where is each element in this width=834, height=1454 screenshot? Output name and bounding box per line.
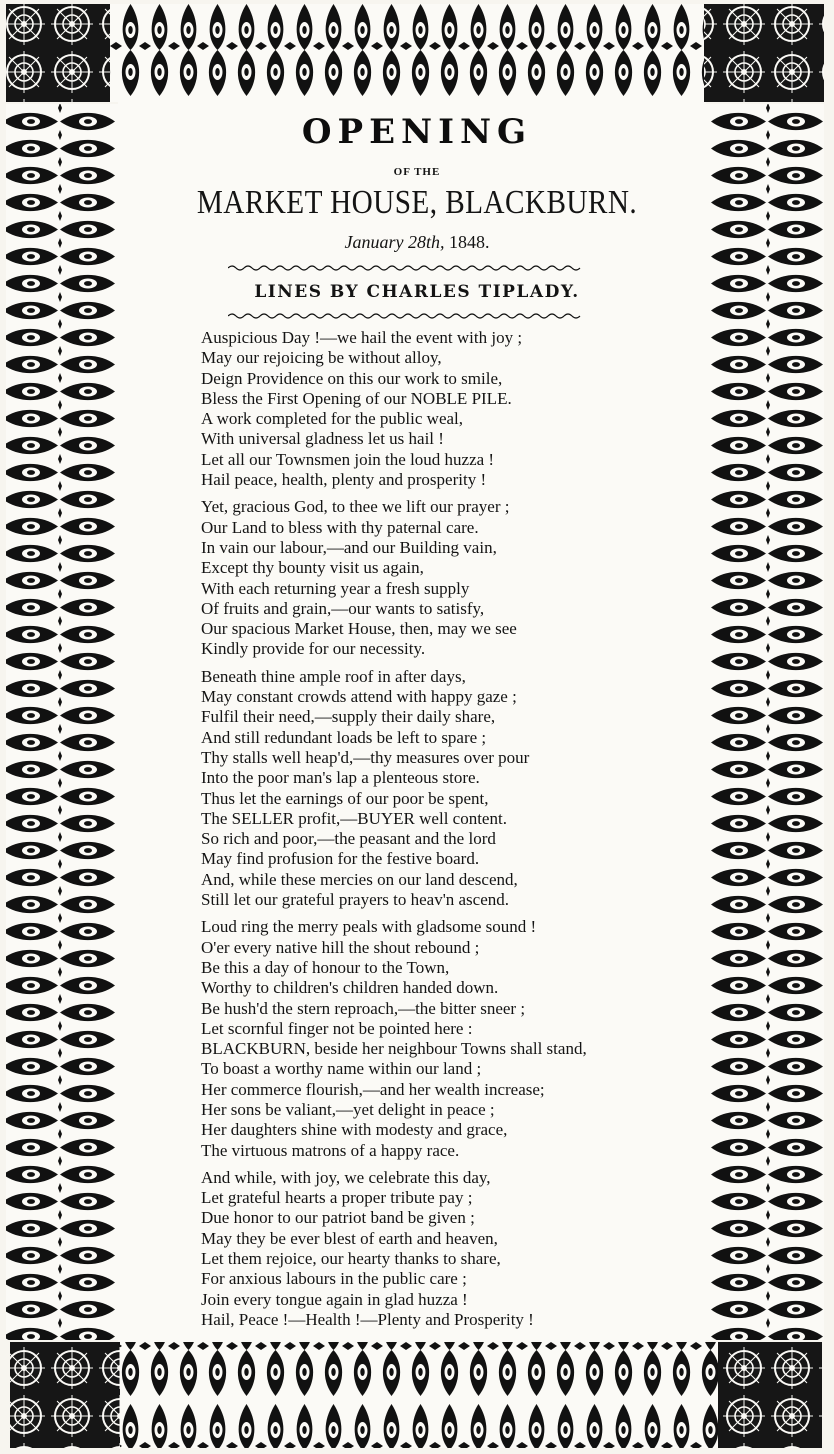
- poem-line: May constant crowds attend with happy gaze ;: [201, 687, 517, 707]
- poem-line: Into the poor man's lap a plenteous store.: [201, 768, 480, 788]
- poem-line: Be hush'd the stern reproach,—the bitter sneer ;: [201, 998, 526, 1018]
- poem-line: Be this a day of honour to the Town,: [201, 957, 450, 977]
- poem-line: O'er every native hill the shout rebound ;: [201, 937, 480, 957]
- poem-line: Hail peace, health, plenty and prosperity !: [201, 470, 487, 490]
- poem-line: Hail, Peace !—Health !—Plenty and Prosperity !: [201, 1309, 534, 1329]
- poem-line: So rich and poor,—the peasant and the lord: [201, 829, 496, 849]
- poem-line: Her sons be valiant,—yet delight in peace ;: [201, 1099, 495, 1119]
- stanza-5: [201, 1168, 681, 1330]
- poem-line: Kindly provide for our necessity.: [201, 639, 426, 659]
- poem-line: Auspicious Day !—we hail the event with joy ;: [201, 328, 523, 347]
- poem-line: Bless the First Opening of our NOBLE PILE.: [201, 388, 512, 408]
- date-year: 1848.: [448, 232, 490, 252]
- poem-line: May they be ever blest of earth and heaven,: [201, 1228, 498, 1248]
- date-line: [0, 232, 834, 253]
- poem-line: Except thy bounty visit us again,: [201, 558, 424, 578]
- poem-line: Thus let the earnings of our poor be spent,: [201, 788, 489, 808]
- poem-line: With universal gladness let us hail !: [201, 429, 444, 449]
- poem-line: In vain our labour,—and our Building vain,: [201, 537, 497, 557]
- poem-line: Thy stalls well heap'd,—thy measures over pour: [201, 747, 530, 767]
- stanza-1: [201, 328, 681, 490]
- date-day: January 28th,: [344, 232, 445, 252]
- place-heading: MARKET HOUSE, BLACKBURN.: [196, 184, 638, 221]
- poem-line: And while, with joy, we celebrate this day,: [201, 1167, 491, 1187]
- poem-line: BLACKBURN, beside her neighbour Towns shall stand,: [201, 1039, 587, 1059]
- poem-line: Her daughters shine with modesty and grace,: [201, 1120, 508, 1140]
- poem-line: Deign Providence on this our work to smile,: [201, 368, 503, 388]
- author-byline: LINES BY CHARLES TIPLADY.: [254, 282, 580, 302]
- of-the-label: OF THE: [393, 166, 441, 178]
- poem-line: With each returning year a fresh supply: [201, 578, 470, 598]
- page-title: OPENING: [301, 112, 533, 152]
- poem-line: And still redundant loads be left to spare ;: [201, 727, 487, 747]
- poem-body: [201, 328, 681, 1337]
- poem-line: Fulfil their need,—supply their daily share,: [201, 707, 496, 727]
- poem-line: Let them rejoice, our hearty thanks to share,: [201, 1249, 501, 1269]
- poem-line: And, while these mercies on our land descend,: [201, 869, 518, 889]
- poem-line: Our Land to bless with thy paternal care.: [201, 517, 479, 537]
- poem-line: Yet, gracious God, to thee we lift our prayer ;: [201, 497, 510, 517]
- poem-line: A work completed for the public weal,: [201, 409, 464, 429]
- poem-line: Let grateful hearts a proper tribute pay ;: [201, 1188, 473, 1208]
- poem-line: Still let our grateful prayers to heav'n ascend.: [201, 890, 510, 910]
- wavy-rule-top: [228, 264, 584, 272]
- poem-line: Join every tongue again in glad huzza !: [201, 1289, 468, 1309]
- wavy-rule-bottom: [228, 312, 584, 320]
- poem-line: For anxious labours in the public care ;: [201, 1269, 467, 1289]
- stanza-4: [201, 917, 681, 1161]
- poem-line: Loud ring the merry peals with gladsome sound !: [201, 917, 537, 937]
- poem-line: Let scornful finger not be pointed here :: [201, 1018, 473, 1038]
- poem-line: Our spacious Market House, then, may we see: [201, 619, 517, 639]
- poem-line: May our rejoicing be without alloy,: [201, 348, 442, 368]
- poem-line: Due honor to our patriot band be given ;: [201, 1208, 475, 1228]
- poem-line: May find profusion for the festive board.: [201, 849, 480, 869]
- stanza-2: [201, 497, 681, 659]
- stanza-3: [201, 667, 681, 911]
- poem-line: Her commerce flourish,—and her wealth increase;: [201, 1079, 545, 1099]
- poem-line: To boast a worthy name within our land ;: [201, 1059, 482, 1079]
- poem-line: Let all our Townsmen join the loud huzza !: [201, 449, 495, 469]
- poem-line: Of fruits and grain,—our wants to satisfy,: [201, 598, 485, 618]
- poem-line: Beneath thine ample roof in after days,: [201, 666, 466, 686]
- poem-line: Worthy to children's children handed down.: [201, 978, 499, 998]
- poem-line: The SELLER profit,—BUYER well content.: [201, 808, 507, 828]
- poem-line: The virtuous matrons of a happy race.: [201, 1140, 460, 1160]
